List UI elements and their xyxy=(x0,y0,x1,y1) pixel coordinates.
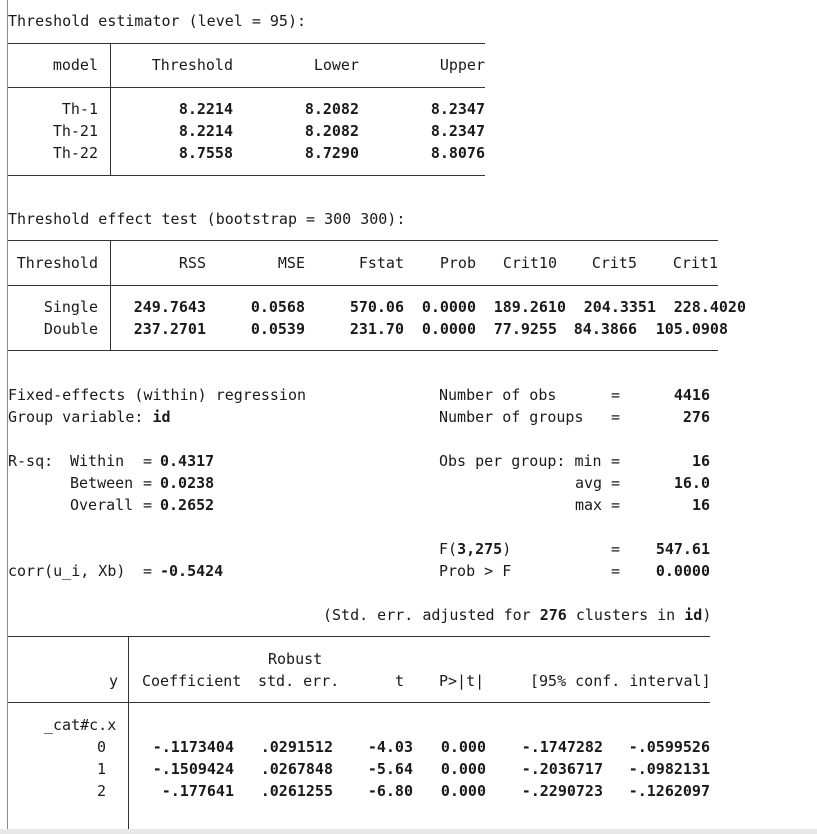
between-label: Between xyxy=(70,474,134,492)
t-value: -4.03 xyxy=(367,738,413,756)
ci-lower-value: -.2290723 xyxy=(521,782,603,800)
column-header-threshold: Threshold xyxy=(16,254,98,272)
threshold-value: 8.2214 xyxy=(178,122,233,140)
avg-label: avg xyxy=(575,474,603,492)
std-err-mid: clusters in xyxy=(566,606,685,624)
group-variable-value: id xyxy=(152,408,171,426)
table-row-label: 1 xyxy=(96,760,106,778)
coefficient-value: -.1173404 xyxy=(152,738,234,756)
rss-value: 249.7643 xyxy=(133,298,206,316)
lower-value: 8.2082 xyxy=(304,100,359,118)
f-suffix: ) xyxy=(502,540,512,558)
lower-value: 8.7290 xyxy=(304,144,359,162)
prob-value: 0.0000 xyxy=(421,298,476,316)
cluster-variable: id xyxy=(684,606,703,624)
between-value: 0.0238 xyxy=(160,474,215,492)
upper-value: 8.2347 xyxy=(430,122,485,140)
group-variable-label: Group variable: xyxy=(8,408,144,426)
std-err-note xyxy=(323,604,711,626)
f-value: 547.61 xyxy=(655,540,710,558)
max-value: 16 xyxy=(691,496,710,514)
p-value: 0.000 xyxy=(440,738,486,756)
equals-sign: = xyxy=(143,474,153,492)
std-err-value: .0261255 xyxy=(260,782,333,800)
column-header-upper: Upper xyxy=(439,56,485,74)
min-value: 16 xyxy=(691,452,710,470)
column-header-ci: [95% conf. interval] xyxy=(530,672,711,690)
crit5-value: 84.3866 xyxy=(573,320,637,338)
overall-label: Overall xyxy=(70,496,134,514)
ngroups-value: 276 xyxy=(682,408,710,426)
avg-value: 16.0 xyxy=(673,474,710,492)
f-prefix: F( xyxy=(439,540,458,558)
threshold-test-title: Threshold effect test (bootstrap = 300 300): xyxy=(8,210,406,228)
upper-value: 8.2347 xyxy=(430,100,485,118)
table-separator xyxy=(110,43,111,175)
table-row-label: 0 xyxy=(96,738,106,756)
regression-title: Fixed-effects (within) regression xyxy=(8,386,307,404)
fstat-value: 231.70 xyxy=(349,320,404,338)
corr-label: corr(u_i, Xb) xyxy=(8,562,126,580)
row-label: Th-1 xyxy=(61,100,98,118)
overall-value: 0.2652 xyxy=(160,496,215,514)
std-err-prefix: (Std. err. adjusted for xyxy=(323,606,540,624)
p-value: 0.000 xyxy=(440,782,486,800)
window-bottom-edge xyxy=(0,829,817,834)
equals-sign: = xyxy=(611,496,621,514)
crit1-value: 228.4020 xyxy=(673,298,746,316)
ci-upper-value: -.0599526 xyxy=(628,738,710,756)
column-header-lower: Lower xyxy=(313,56,359,74)
column-header-t: t xyxy=(394,672,404,690)
rsq-label: R-sq: xyxy=(8,452,54,470)
within-label: Within xyxy=(70,452,125,470)
crit1-value: 105.0908 xyxy=(655,320,728,338)
equals-sign: = xyxy=(611,452,621,470)
column-header-std-err: std. err. xyxy=(258,672,340,690)
table-rule xyxy=(8,636,710,637)
p-value: 0.000 xyxy=(440,760,486,778)
table-rule xyxy=(8,175,485,176)
column-header-fstat: Fstat xyxy=(358,254,404,272)
ci-lower-value: -.2036717 xyxy=(521,760,603,778)
f-statistic-label xyxy=(439,538,511,560)
row-label: Th-21 xyxy=(52,122,98,140)
std-err-value: .0291512 xyxy=(260,738,333,756)
mse-value: 0.0568 xyxy=(250,298,305,316)
factor-group-label: _cat#c.x xyxy=(44,716,117,734)
equals-sign: = xyxy=(611,408,621,426)
table-separator xyxy=(110,240,111,350)
nobs-label: Number of obs xyxy=(439,386,557,404)
column-header-p: P>|t| xyxy=(439,672,485,690)
std-err-value: .0267848 xyxy=(260,760,333,778)
probf-value: 0.0000 xyxy=(655,562,710,580)
table-rule xyxy=(8,87,485,88)
equals-sign: = xyxy=(143,562,153,580)
probf-label: Prob > F xyxy=(439,562,512,580)
coefficient-value: -.177641 xyxy=(161,782,234,800)
table-row-label: 2 xyxy=(96,782,106,800)
equals-sign: = xyxy=(143,452,153,470)
fstat-value: 570.06 xyxy=(349,298,404,316)
table-rule xyxy=(8,350,718,351)
equals-sign: = xyxy=(611,562,621,580)
corr-value: -0.5424 xyxy=(160,562,224,580)
rss-value: 237.2701 xyxy=(133,320,206,338)
ci-upper-value: -.1262097 xyxy=(628,782,710,800)
column-header-crit10: Crit10 xyxy=(502,254,557,272)
coefficient-value: -.1509424 xyxy=(152,760,234,778)
column-header-rss: RSS xyxy=(178,254,206,272)
t-value: -6.80 xyxy=(367,782,413,800)
crit10-value: 77.9255 xyxy=(493,320,557,338)
ci-upper-value: -.0982131 xyxy=(628,760,710,778)
nobs-value: 4416 xyxy=(673,386,710,404)
std-err-suffix: ) xyxy=(702,606,712,624)
threshold-estimator-title: Threshold estimator (level = 95): xyxy=(8,12,307,30)
upper-value: 8.8076 xyxy=(430,144,485,162)
max-label: max xyxy=(575,496,603,514)
prob-value: 0.0000 xyxy=(421,320,476,338)
f-degrees-of-freedom: 3,275 xyxy=(457,540,503,558)
table-separator xyxy=(128,636,129,829)
column-header-crit5: Crit5 xyxy=(591,254,637,272)
column-header-model: model xyxy=(52,56,98,74)
threshold-value: 8.7558 xyxy=(178,144,233,162)
column-header-prob: Prob xyxy=(439,254,476,272)
within-value: 0.4317 xyxy=(160,452,215,470)
t-value: -5.64 xyxy=(367,760,413,778)
column-header-robust: Robust xyxy=(268,650,323,668)
ngroups-label: Number of groups xyxy=(439,408,584,426)
column-header-mse: MSE xyxy=(277,254,305,272)
crit5-value: 204.3351 xyxy=(583,298,656,316)
threshold-value: 8.2214 xyxy=(178,100,233,118)
cluster-count: 276 xyxy=(539,606,567,624)
table-rule xyxy=(8,702,710,703)
column-header-coefficient: Coefficient xyxy=(142,672,242,690)
ci-lower-value: -.1747282 xyxy=(521,738,603,756)
equals-sign: = xyxy=(611,386,621,404)
row-label: Th-22 xyxy=(52,144,98,162)
row-label: Single xyxy=(43,298,98,316)
obs-per-group-label: Obs per group: min xyxy=(439,452,602,470)
column-header-crit1: Crit1 xyxy=(672,254,718,272)
group-variable-line xyxy=(8,406,171,428)
equals-sign: = xyxy=(143,496,153,514)
equals-sign: = xyxy=(611,474,621,492)
table-rule xyxy=(8,43,485,44)
crit10-value: 189.2610 xyxy=(493,298,566,316)
table-rule xyxy=(8,240,718,241)
equals-sign: = xyxy=(611,540,621,558)
lower-value: 8.2082 xyxy=(304,122,359,140)
dependent-variable: y xyxy=(108,672,118,690)
mse-value: 0.0539 xyxy=(250,320,305,338)
table-rule xyxy=(8,285,718,286)
column-header-threshold: Threshold xyxy=(151,56,233,74)
row-label: Double xyxy=(43,320,98,338)
